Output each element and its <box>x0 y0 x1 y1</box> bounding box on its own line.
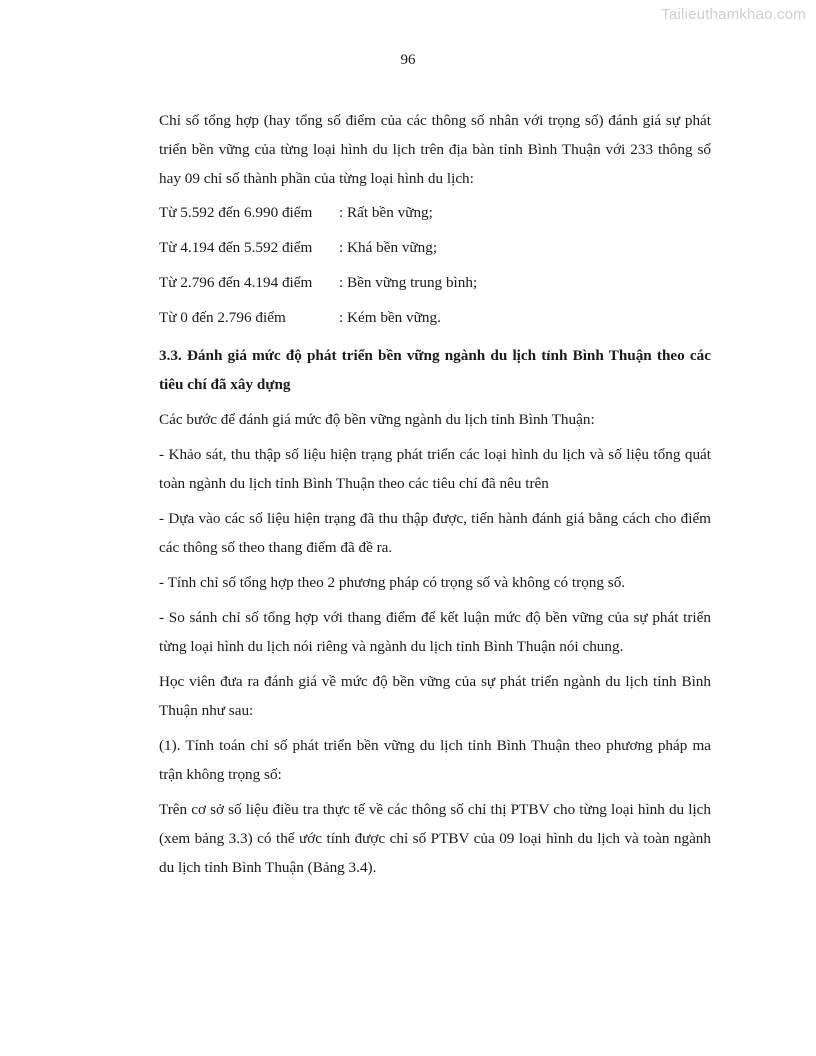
step-item: - So sánh chỉ số tổng hợp với thang điểm để kết luận mức độ bền vững của sự phát triển từng loại hình du lịch nói riêng và ngành du lịch tỉnh Bình Thuận nói chung. <box>159 609 711 655</box>
scale-range: Từ 2.796 đến 4.194 điểm <box>159 274 313 291</box>
score-scale <box>159 199 711 339</box>
scale-row <box>159 234 711 269</box>
step-item: - Dựa vào các số liệu hiện trạng đã thu thập được, tiến hành đánh giá bằng cách cho điểm các thông số theo thang điểm đã đề ra. <box>159 510 711 556</box>
scale-label: : Kém bền vững. <box>339 309 441 326</box>
step-item: - Tính chỉ số tổng hợp theo 2 phương pháp có trọng số và không có trọng số. <box>159 574 626 591</box>
scale-row <box>159 269 711 304</box>
scale-range: Từ 5.592 đến 6.990 điểm <box>159 204 313 221</box>
scale-row <box>159 304 711 339</box>
page-body <box>159 106 711 888</box>
steps-intro: Các bước để đánh giá mức độ bền vững ngành du lịch tỉnh Bình Thuận: <box>159 411 595 428</box>
intro-paragraph: Chỉ số tổng hợp (hay tổng số điểm của các thông số nhân với trọng số) đánh giá sự phát triển bền vững của từng loại hình du lịch trên địa bàn tỉnh Bình Thuận với 233 thông số hay 09 chỉ số thành phần của từng loại hình du lịch: <box>159 112 711 187</box>
scale-label: : Khá bền vững; <box>339 239 438 256</box>
scale-label: : Bền vững trung bình; <box>339 274 478 291</box>
scale-range: Từ 4.194 đến 5.592 điểm <box>159 239 313 256</box>
scale-label: : Rất bền vững; <box>339 204 433 221</box>
watermark-text: Tailieuthamkhao.com <box>661 6 806 23</box>
section-heading: 3.3. Đánh giá mức độ phát triển bền vững ngành du lịch tỉnh Bình Thuận theo các tiêu chí đã xây dựng <box>159 347 711 393</box>
closing-paragraph: Trên cơ sở số liệu điều tra thực tế về các thông số chỉ thị PTBV cho từng loại hình du lịch (xem bảng 3.3) có thể ước tính được chỉ số PTBV của 09 loại hình du lịch và toàn ngành du lịch tỉnh Bình Thuận (Bảng 3.4). <box>159 801 711 876</box>
scale-range: Từ 0 đến 2.796 điểm <box>159 309 286 326</box>
assessment-paragraph: Học viên đưa ra đánh giá về mức độ bền vững của sự phát triển ngành du lịch tỉnh Bình Thuận như sau: <box>159 673 711 719</box>
scale-row <box>159 199 711 234</box>
method-paragraph: (1). Tính toán chỉ số phát triển bền vững du lịch tỉnh Bình Thuận theo phương pháp ma trận không trọng số: <box>159 737 711 783</box>
step-item: - Khảo sát, thu thập số liệu hiện trạng phát triển các loại hình du lịch và số liệu tổng quát toàn ngành du lịch tỉnh Bình Thuận theo các tiêu chí đã nêu trên <box>159 446 711 492</box>
page-number: 96 <box>400 52 416 68</box>
